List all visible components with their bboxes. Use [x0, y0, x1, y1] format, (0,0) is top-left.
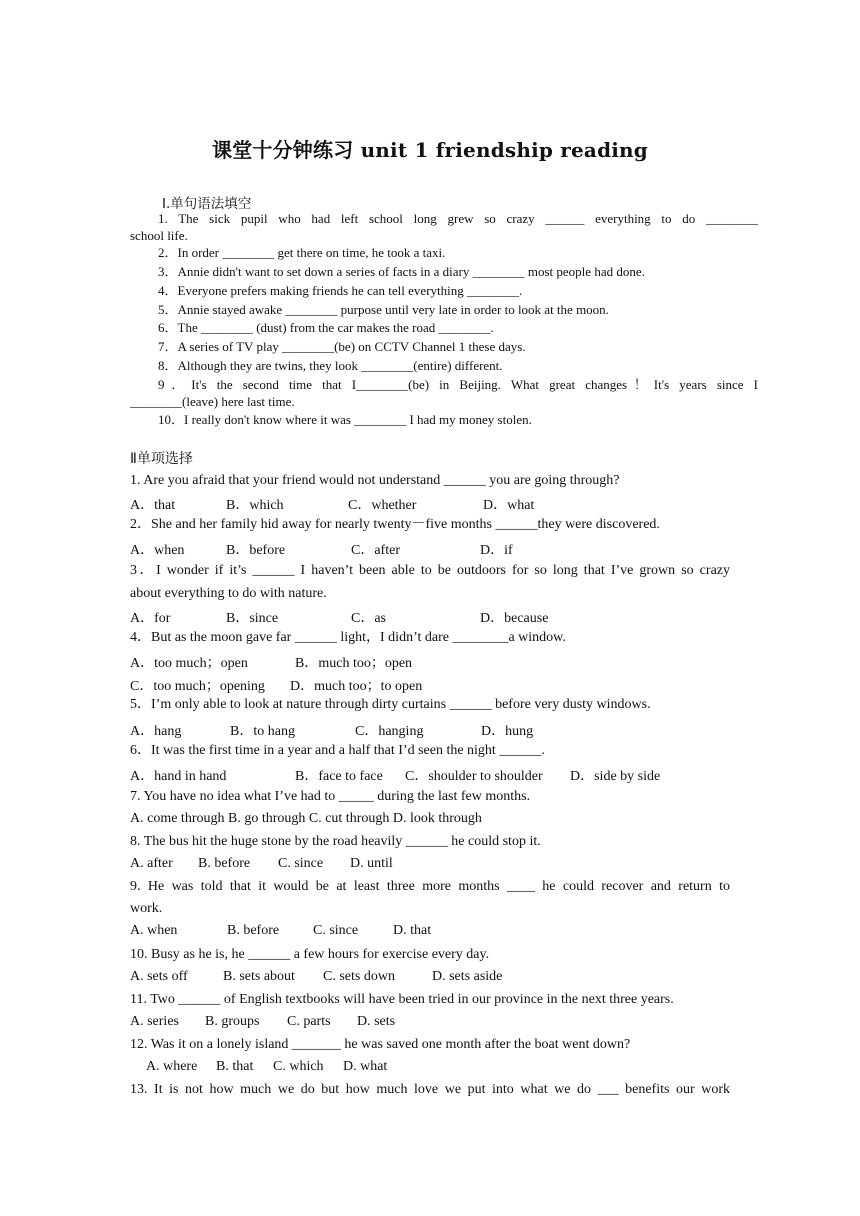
mc-options-4b	[130, 675, 730, 695]
mc-question-3: 3．I wonder if it’s ______ I haven’t been able to be outdoors for so long that I’ve grown so crazy	[130, 563, 730, 578]
mc-question-3-cont: about everything to do with nature.	[130, 586, 327, 601]
fill-item-9-cont: ________(leave) here last time.	[130, 394, 295, 409]
option: C. since	[278, 856, 324, 871]
option: A．for	[130, 611, 171, 626]
mc-options-6	[130, 765, 730, 785]
option: D．hung	[481, 724, 534, 739]
fill-item-8: 8．Although they are twins, they look ________(entire) different.	[158, 358, 503, 373]
option: C．shoulder to shoulder	[405, 769, 543, 784]
option: A．hang	[130, 724, 182, 739]
page-title: 课堂十分钟练习 unit 1 friendship reading	[212, 138, 648, 162]
mc-options-7: A. come through B. go through C. cut through D. look through	[130, 811, 482, 826]
option: C．whether	[348, 498, 417, 513]
fill-item-10: 10．I really don't know where it was ________ I had my money stolen.	[158, 412, 532, 427]
option: B．since	[226, 611, 279, 626]
fill-item-9: 9．It's the second time that I________(be) in Beijing. What great changes！It's years since I	[158, 377, 758, 392]
option: A. series	[130, 1014, 179, 1029]
option: D．what	[483, 498, 535, 513]
mc-question-4: 4．But as the moon gave far ______ light，I didn’t dare ________a window.	[130, 630, 566, 645]
option: B．to hang	[230, 724, 295, 739]
mc-question-9-cont: work.	[130, 901, 163, 916]
fill-item-6: 6．The ________ (dust) from the car makes the road ________.	[158, 320, 494, 335]
option: D. what	[343, 1059, 388, 1074]
fill-item-7: 7．A series of TV play ________(be) on CCTV Channel 1 these days.	[158, 339, 526, 354]
mc-question-7: 7. You have no idea what I’ve had to _____ during the last few months.	[130, 789, 531, 804]
fill-item-1-cont: school life.	[130, 228, 188, 243]
mc-options-12	[146, 1059, 746, 1075]
option: B．which	[226, 498, 284, 513]
fill-item-2: 2．In order ________ get there on time, he took a taxi.	[158, 245, 446, 260]
option: B．much too；open	[295, 656, 413, 671]
mc-question-10: 10. Busy as he is, he ______ a few hours for exercise every day.	[130, 947, 490, 962]
option: A．hand in hand	[130, 769, 227, 784]
mc-options-1	[130, 494, 730, 514]
option: C．hanging	[355, 724, 424, 739]
option: C．after	[351, 543, 400, 558]
mc-question-12: 12. Was it on a lonely island _______ he was saved one month after the boat went down?	[130, 1037, 631, 1052]
option: D．much too；to open	[290, 679, 423, 694]
option: B. before	[227, 923, 280, 938]
mc-options-9	[130, 923, 730, 939]
option: B．face to face	[295, 769, 383, 784]
option: B. sets about	[223, 969, 295, 984]
option: C. since	[313, 923, 359, 938]
option: D. sets	[357, 1014, 396, 1029]
section-heading-part1: Ⅰ.单句语法填空	[162, 196, 252, 212]
option: B. that	[216, 1059, 254, 1074]
fill-item-5: 5．Annie stayed awake ________ purpose until very late in order to look at the moon.	[158, 302, 609, 317]
option: D. that	[393, 923, 432, 938]
option: C. sets down	[323, 969, 395, 984]
option: B. before	[198, 856, 251, 871]
option: C．as	[351, 611, 386, 626]
option: D．if	[480, 543, 513, 558]
option: D. until	[350, 856, 393, 871]
option: D．side by side	[570, 769, 661, 784]
option: C. which	[273, 1059, 324, 1074]
option: A．when	[130, 543, 185, 558]
mc-question-2: 2．She and her family hid away for nearly twenty－five months ______they were discovered.	[130, 517, 660, 532]
mc-question-9: 9. He was told that it would be at least three more months ____ he could recover and return to	[130, 879, 730, 894]
mc-question-13: 13. It is not how much we do but how much love we put into what we do ___ benefits our work	[130, 1082, 730, 1097]
mc-options-3	[130, 607, 730, 627]
option: C．too much；opening	[130, 679, 265, 694]
fill-item-4: 4．Everyone prefers making friends he can tell everything ________.	[158, 283, 523, 298]
option: A．too much；open	[130, 656, 248, 671]
option: C. parts	[287, 1014, 331, 1029]
option: B. groups	[205, 1014, 260, 1029]
option: D．because	[480, 611, 549, 626]
option: A. sets off	[130, 969, 188, 984]
mc-question-5: 5．I’m only able to look at nature through dirty curtains ______ before very dusty windows.	[130, 697, 651, 712]
option: A. when	[130, 923, 178, 938]
option: D. sets aside	[432, 969, 503, 984]
mc-question-8: 8. The bus hit the huge stone by the road heavily ______ he could stop it.	[130, 834, 541, 849]
mc-question-6: 6．It was the first time in a year and a half that I’d seen the night ______.	[130, 743, 545, 758]
mc-options-11	[130, 1014, 730, 1030]
option: B．before	[226, 543, 286, 558]
section-heading-part2: Ⅱ单项选择	[130, 451, 193, 467]
fill-item-3: 3．Annie didn't want to set down a series of facts in a diary ________ most people had done.	[158, 264, 645, 279]
mc-options-5	[130, 720, 730, 740]
fill-item-1: 1. The sick pupil who had left school long grew so crazy ______ everything to do ________	[158, 211, 758, 226]
mc-question-1: 1. Are you afraid that your friend would not understand ______ you are going through?	[130, 473, 620, 488]
option: A. after	[130, 856, 173, 871]
mc-options-8	[130, 856, 730, 872]
mc-options-10	[130, 969, 730, 985]
mc-question-11: 11. Two ______ of English textbooks will have been tried in our province in the next three years.	[130, 992, 674, 1007]
option: A. where	[146, 1059, 198, 1074]
mc-options-4a	[130, 652, 730, 672]
mc-options-2	[130, 539, 730, 559]
option: A．that	[130, 498, 176, 513]
